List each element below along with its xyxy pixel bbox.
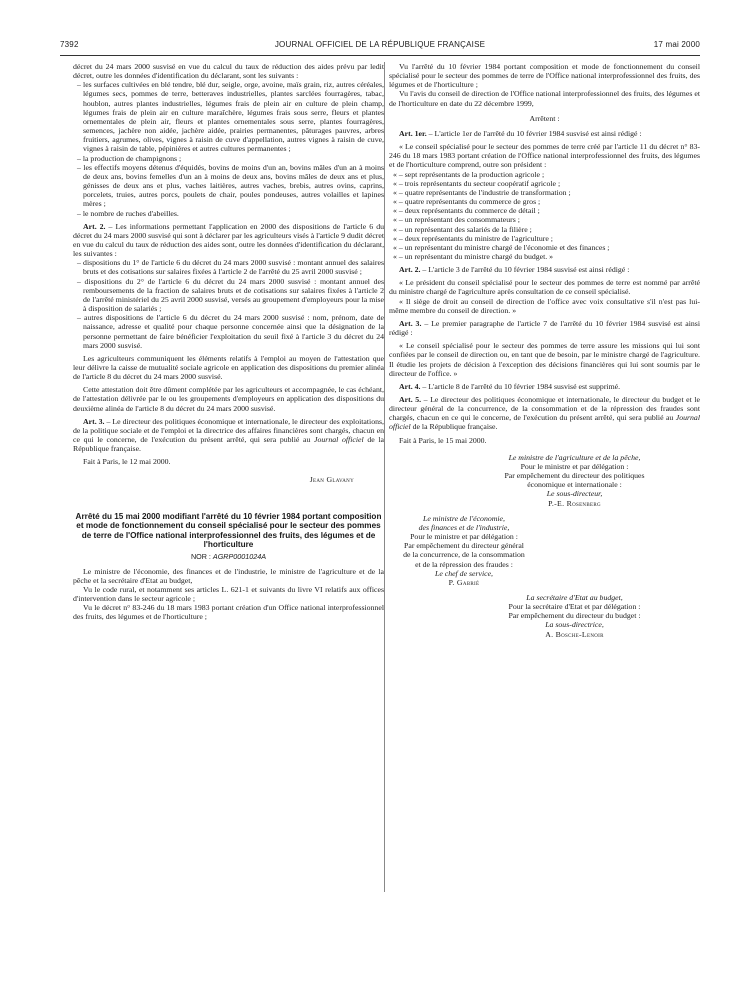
signatory-line: et de la répression des fraudes :: [415, 559, 513, 569]
nor-code: AGRP0001024A: [212, 552, 267, 562]
article-label: Art. 4.: [399, 381, 421, 391]
article-label: Art. 5.: [399, 395, 422, 404]
paragraph: Le ministre de l'économie, des finances et de l'industrie, le ministre de l'agriculture et de la pêche et la secrétaire d'Etat au budget,: [73, 566, 384, 585]
signatory-name: P. Gabrié: [448, 577, 480, 587]
article-3-right: [389, 319, 700, 337]
article-label: Art. 2.: [399, 265, 421, 275]
page-number: 7392: [60, 40, 79, 49]
date-place: Fait à Paris, le 15 mai 2000.: [399, 435, 487, 445]
article-1: [389, 129, 700, 138]
signatory-role: Le sous-directeur,: [546, 489, 603, 499]
signatory-name: P.-E. Rosenberg: [548, 498, 601, 508]
paragraph: Les agriculteurs communiquent les éléments relatifs à l'emploi au moyen de l'attestation que leur délivre la caisse de mutualité sociale agricole en application des dispositions du premier alinéa de l'article 8 du décret du 24 mars 2000 susvisé.: [73, 353, 384, 382]
article-5: [389, 395, 700, 432]
article-label: Art. 2.: [83, 221, 106, 231]
decree-title: Arrêté du 15 mai 2000 modifiant l'arrêté du 10 février 1984 portant composition et mode de fonctionnement du conseil spécialisé pour le secteur des pommes de terre de l'Office national interprofessionnel des fruits, des légumes et de l'horticulture: [75, 511, 382, 549]
article-text: – Le directeur des politiques économique et internationale, le directeur des exploitations, de la politique sociale et de l'emploi et la directrice des affaires financières sont chargés, chacun en ce qui le concerne, de l'exécution du présent arrêté, qui sera publié au: [73, 416, 384, 445]
quote-paragraph: « Le conseil spécialisé pour le secteur des pommes de terre assure les missions qui lui sont confiées par le conseil de direction ou, en tant que de besoin, par le ministre chargé de l'agriculture. Il étudie les projets de décision à l'exception des décisions financières qui lui sont soumis par le directeur de l'office. »: [389, 341, 700, 378]
member-item: « – sept représentants de la production agricole ;: [393, 169, 545, 179]
article-label: Art. 1er.: [399, 128, 427, 138]
signatory-line: Par empêchement du directeur général: [404, 541, 524, 551]
article-2-right: [389, 265, 700, 274]
list-item: – les surfaces cultivées en blé tendre, blé dur, seigle, orge, avoine, maïs grain, riz, autres céréales, légumes secs, pommes de terre, betteraves industrielles, plantes sarclées fourragères, tabac, houblon, autres plantes industrielles, légumes frais de plein air en culture de plein champ, légumes frais de plein air en culture maraîchère, légumes frais sous serre, fleurs et plantes ornementales de plein air, fleurs et plantes ornementales sous serre, plantes fourragères, semences, jachère non aidée, jachère aidée, prairies permanentes, pâturages pauvres, arbres fruitiers, agrumes, olives, vignes à raisin de cuve d'appellation, autres vignes à raisin de cuve, vignes à raisin de table, pépinières et autres cultures permanentes ;: [77, 80, 384, 154]
signatory-name: A. Bosche-Lenoir: [545, 629, 604, 639]
signatory-line: de la concurrence, de la consommation: [403, 550, 525, 560]
article-text: – L'article 8 de l'arrêté du 10 février 1984 susvisé est supprimé.: [420, 381, 621, 391]
list-item: – autres dispositions de l'article 6 du décret du 24 mars 2000 susvisé : nom, prénom, date de naissance, adresse et qualité pour chaque personne concernée ainsi que la désignation de la personne permettant de faire bénéficier l'exploitation du seuil fixé à l'article 3 du décret du 24 mars 2000 susvisé.: [77, 313, 384, 350]
article-label: Art. 3.: [83, 416, 105, 426]
list-item: – les effectifs moyens détenus d'équidés, bovins de moins d'un an, bovins mâles d'un an à moins de deux ans, bovins femelles d'un an à moins de deux ans, bovins mâles de deux ans et plus, génisses de deux ans et plus, vaches laitières, autres vaches, brebis, autres ovins, caprins, porcelets, truies, autres porcs, poulets de chair, poules pondeuses, autres volailles et lapines mères ;: [77, 162, 384, 209]
member-item: « – deux représentants du ministre de l'agriculture ;: [393, 233, 553, 243]
list-item: – la production de champignons ;: [77, 153, 182, 163]
journal-officiel-ref: Journal officiel: [389, 413, 700, 432]
paragraph: Vu le décret n° 83-246 du 18 mars 1983 portant création d'un Office national interprofessionnel des fruits, des légumes et de l'horticulture ;: [73, 603, 384, 622]
signature-block-agriculture: [389, 453, 700, 508]
article-text: – L'article 1er de l'arrêté du 10 février 1984 susvisé est ainsi rédigé :: [426, 128, 642, 138]
signatory-line: Pour le ministre et par délégation :: [410, 532, 518, 542]
paragraph: Vu l'arrêté du 10 février 1984 portant composition et mode de fonctionnement du conseil spécialisé pour le secteur des pommes de terre de l'Office national interprofessionnel des fruits, des légumes et de l'horticulture ;: [389, 62, 700, 90]
signatory-line: Pour le ministre et par délégation :: [520, 461, 629, 471]
left-column: [73, 62, 384, 621]
signatory-title: Le ministre de l'agriculture et de la pêche,: [508, 452, 641, 462]
signatory-title: Le ministre de l'économie,: [423, 513, 505, 523]
article-text: – Le directeur des politiques économique et internationale, le directeur du budget et le directeur général de la concurrence, de la consommation et de la répression des fraudes sont chargés, chacun en ce qui le concerne, de l'exécution du présent arrêté, qui sera publié au: [389, 395, 700, 423]
signatory-role: La sous-directrice,: [545, 620, 604, 630]
member-item: « – un représentant du ministre chargé de l'économie et des finances ;: [393, 242, 610, 252]
column-divider: [384, 62, 385, 892]
date-place: Fait à Paris, le 12 mai 2000.: [83, 457, 171, 467]
article-label: Art. 3.: [399, 318, 422, 328]
intro-paragraph: décret du 24 mars 2000 susvisé en vue du calcul du taux de réduction des aides prévu par ledit décret, outre les données d'identification du déclarant, sont les suivants :: [73, 62, 384, 81]
right-column: [389, 62, 700, 639]
member-item: « – un représentant des consommateurs ;: [393, 215, 520, 225]
arretent-heading: Arrêtent :: [529, 113, 560, 123]
paragraph: Cette attestation doit être dûment complétée par les agriculteurs et accompagnée, le cas échéant, de l'attestation délivrée par le ou les groupements d'employeurs en application des dispositions du deuxième alinéa de l'article 8 du décret du 24 mars 2000 susvisé.: [73, 385, 384, 413]
article-text-tail: de la République française.: [73, 435, 384, 454]
article-2: [73, 222, 384, 259]
member-item: « – quatre représentants de l'industrie de transformation ;: [393, 187, 571, 197]
signatory-title: La secrétaire d'Etat au budget,: [526, 592, 623, 602]
list-item: – dispositions du 2° de l'article 6 du décret du 24 mars 2000 susvisé : montant annuel des remboursements de la fraction de salaires bruts et de cotisations sur salaires fixées à l'article 2 de l'arrêté ministériel du 25 avril 2000 susvisé, versés au groupement d'employeurs pour la mise à disposition de salariés ;: [77, 276, 384, 314]
signatory-line: Par empêchement du directeur du budget :: [508, 611, 641, 621]
journal-officiel-ref: Journal officiel: [314, 435, 364, 445]
issue-date: 17 mai 2000: [653, 40, 700, 49]
signature-block-economy: [369, 514, 559, 587]
journal-title: JOURNAL OFFICIEL DE LA RÉPUBLIQUE FRANÇAISE: [274, 40, 486, 49]
nor-label: NOR :: [190, 552, 213, 562]
article-text-tail: de la République française.: [410, 422, 498, 432]
header-rule: [60, 55, 700, 56]
article-text: – Les informations permettant l'application en 2000 des dispositions de l'article 6 du décret du 24 mars 2000 susvisé qui sont à déclarer par les agriculteurs visés à l'article 9 dudit décret en vue du calcul du taux de réduction des aides sont, outre les données d'identification du déclarant, les suivantes :: [73, 221, 385, 259]
paragraph: Vu l'avis du conseil de direction de l'Office national interprofessionnel des fruits, des légumes et de l'horticulture en date du 22 décembre 1999,: [389, 89, 700, 108]
signatory-line: Pour la secrétaire d'Etat et par délégation :: [508, 602, 641, 612]
article-4: [389, 382, 700, 391]
signatory-line: économique et internationale :: [527, 480, 622, 490]
signatory-title: des finances et de l'industrie,: [418, 522, 510, 532]
quote-paragraph: « Le conseil spécialisé pour le secteur des pommes de terre créé par l'article 11 du décret n° 83-246 du 18 mars 1983 portant création de l'Office national interprofessionnel des fruits, des légumes et de l'horticulture comprend, outre son président :: [389, 142, 700, 170]
signatory-role: Le chef de service,: [434, 568, 494, 578]
article-text: – Le premier paragraphe de l'article 7 de l'arrêté du 10 février 1984 susvisé est ainsi rédigé :: [389, 318, 700, 338]
list-item: – le nombre de ruches d'abeilles.: [77, 208, 179, 218]
signature: Jean Glavany: [309, 474, 354, 484]
member-item: « – deux représentants du commerce de détail ;: [393, 206, 540, 216]
member-item: « – un représentant du ministre chargé du budget. »: [393, 251, 554, 261]
member-item: « – quatre représentants du commerce de gros ;: [393, 197, 541, 207]
article-3: [73, 417, 384, 454]
quote-paragraph: « Le président du conseil spécialisé pour le secteur des pommes de terre est nommé par arrêté du ministre chargé de l'agriculture après consultation de ce conseil spécialisé.: [389, 278, 700, 297]
paragraph: Vu le code rural, et notamment ses articles L. 621-1 et suivants du livre VI relatifs aux offices d'intervention dans le secteur agricole ;: [73, 584, 384, 603]
signature-block-budget: [389, 593, 700, 639]
quote-paragraph: « Il siège de droit au conseil de direction de l'office avec voix consultative s'il n'est pas lui-même membre du conseil de direction. »: [389, 296, 700, 315]
member-item: « – un représentant des salariés de la filière ;: [393, 224, 532, 234]
page-header: [60, 40, 700, 54]
list-item: – dispositions du 1° de l'article 6 du décret du 24 mars 2000 susvisé : montant annuel des salaires bruts et des cotisations sur salaires fixées à l'article 2 de l'arrêté du 25 avril 2000 susvisé ;: [77, 258, 384, 277]
member-item: « – trois représentants du secteur coopératif agricole ;: [393, 178, 561, 188]
nor-reference: [73, 552, 384, 561]
article-text: – L'article 3 de l'arrêté du 10 février 1984 susvisé est ainsi rédigé :: [420, 265, 630, 275]
signatory-line: Par empêchement du directeur des politiques: [504, 471, 645, 481]
